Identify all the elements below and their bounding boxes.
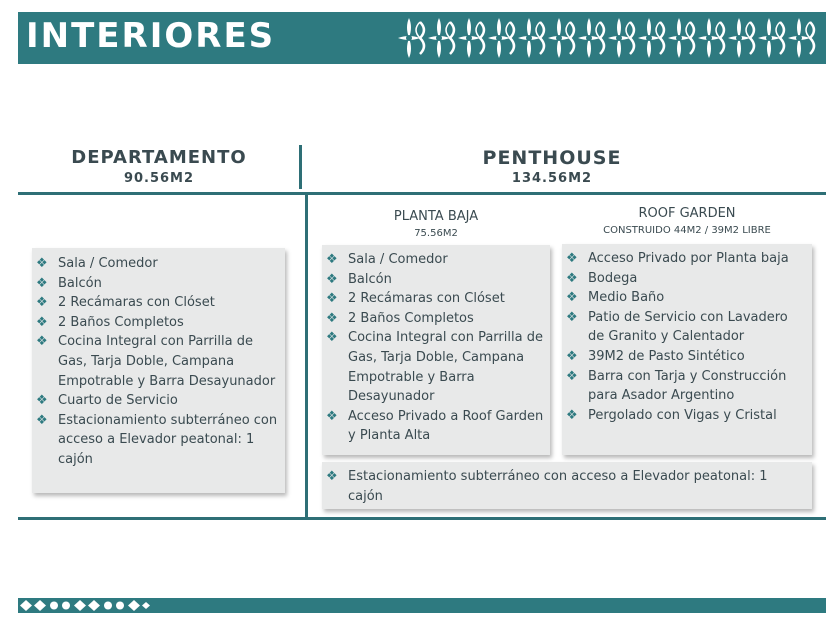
planta-baja-card <box>322 245 550 455</box>
list-item: ❖ Cocina Integral con Parrilla de Gas, Tarja Doble, Campana Empotrable y Barra Desayunador <box>326 330 543 405</box>
bullet-icon: ❖ <box>36 256 48 271</box>
penthouse-title: PENTHOUSE <box>482 147 622 169</box>
bullet-icon: ❖ <box>326 408 338 424</box>
list-item: ❖ Balcón <box>322 270 544 290</box>
list-item: ❖ 39M2 de Pasto Sintético <box>562 347 806 367</box>
planta-baja-list <box>322 245 550 446</box>
bullet-icon: ❖ <box>36 314 48 330</box>
parking-card <box>322 462 812 509</box>
bullet-icon: ❖ <box>566 270 578 286</box>
list-item: ❖ Sala / Comedor <box>32 254 279 274</box>
list-item: ❖ Estacionamiento subterráneo con acceso a Elevador peatonal: 1 cajón <box>326 469 768 504</box>
list-item: ❖ Bodega <box>562 269 806 289</box>
planta-baja-area: 75.56M2 <box>414 228 458 239</box>
decorative-pattern-icon <box>396 16 826 60</box>
list-item: ❖ Pergolado con Vigas y Cristal <box>562 406 806 426</box>
list-item: ❖ Balcón <box>32 274 279 294</box>
bullet-icon: ❖ <box>566 251 578 266</box>
planta-baja-title: PLANTA BAJA <box>393 209 479 224</box>
bullet-icon: ❖ <box>326 330 338 346</box>
list-item: ❖ Barra con Tarja y Construcción para Asador Argentino <box>566 368 787 404</box>
bullet-icon: ❖ <box>36 393 48 409</box>
roof-garden-card <box>562 244 812 455</box>
bullet-icon: ❖ <box>36 412 48 428</box>
bullet-icon: ❖ <box>36 334 48 350</box>
column-divider-lower <box>305 195 308 518</box>
list-item: ❖ Estacionamiento subterráneo con acceso a Elevador peatonal: 1 cajón <box>36 412 278 467</box>
header-banner <box>18 12 826 64</box>
bullet-icon: ❖ <box>36 295 48 311</box>
list-item: ❖ 2 Recámaras con Clóset <box>32 293 279 313</box>
parking-list <box>322 462 812 506</box>
departamento-list <box>32 248 285 470</box>
bullet-icon: ❖ <box>566 368 578 384</box>
bullet-icon: ❖ <box>326 271 338 287</box>
list-item: ❖ Acceso Privado por Planta baja <box>562 249 806 269</box>
bullet-icon: ❖ <box>566 407 578 423</box>
departamento-area: 90.56M2 <box>123 171 195 186</box>
bullet-icon: ❖ <box>326 252 338 267</box>
bullet-icon: ❖ <box>326 291 338 307</box>
list-item: ❖ Acceso Privado a Roof Garden y Planta Alta <box>326 408 544 444</box>
list-item: ❖ Cuarto de Servicio <box>32 391 279 411</box>
bullet-icon: ❖ <box>326 469 338 484</box>
penthouse-area: 134.56M2 <box>511 171 593 186</box>
header-divider <box>18 192 826 195</box>
roof-garden-title: ROOF GARDEN <box>638 206 736 221</box>
bullet-icon: ❖ <box>566 290 578 306</box>
bullet-icon: ❖ <box>326 310 338 326</box>
list-item: ❖ Cocina Integral con Parrilla de Gas, Tarja Doble, Campana Empotrable y Barra Desayunador <box>36 334 276 389</box>
bottom-divider <box>18 517 826 520</box>
list-item: ❖ 2 Baños Completos <box>32 313 279 333</box>
departamento-card <box>32 248 285 493</box>
list-item: ❖ 2 Baños Completos <box>322 309 544 329</box>
bullet-icon: ❖ <box>566 348 578 364</box>
column-divider <box>299 145 302 189</box>
decorative-pattern-icon <box>18 598 150 613</box>
page-title: INTERIORES <box>26 16 276 56</box>
list-item: ❖ Sala / Comedor <box>322 250 544 270</box>
bullet-icon: ❖ <box>566 309 578 325</box>
list-item: ❖ 2 Recámaras con Clóset <box>322 289 544 309</box>
list-item: ❖ Medio Baño <box>562 288 806 308</box>
roof-garden-area: CONSTRUIDO 44M2 / 39M2 LIBRE <box>603 225 771 236</box>
roof-garden-list <box>562 244 812 425</box>
bullet-icon: ❖ <box>36 275 48 291</box>
departamento-title: DEPARTAMENTO <box>71 147 247 168</box>
list-item: ❖ Patio de Servicio con Lavadero de Granito y Calentador <box>566 309 788 345</box>
